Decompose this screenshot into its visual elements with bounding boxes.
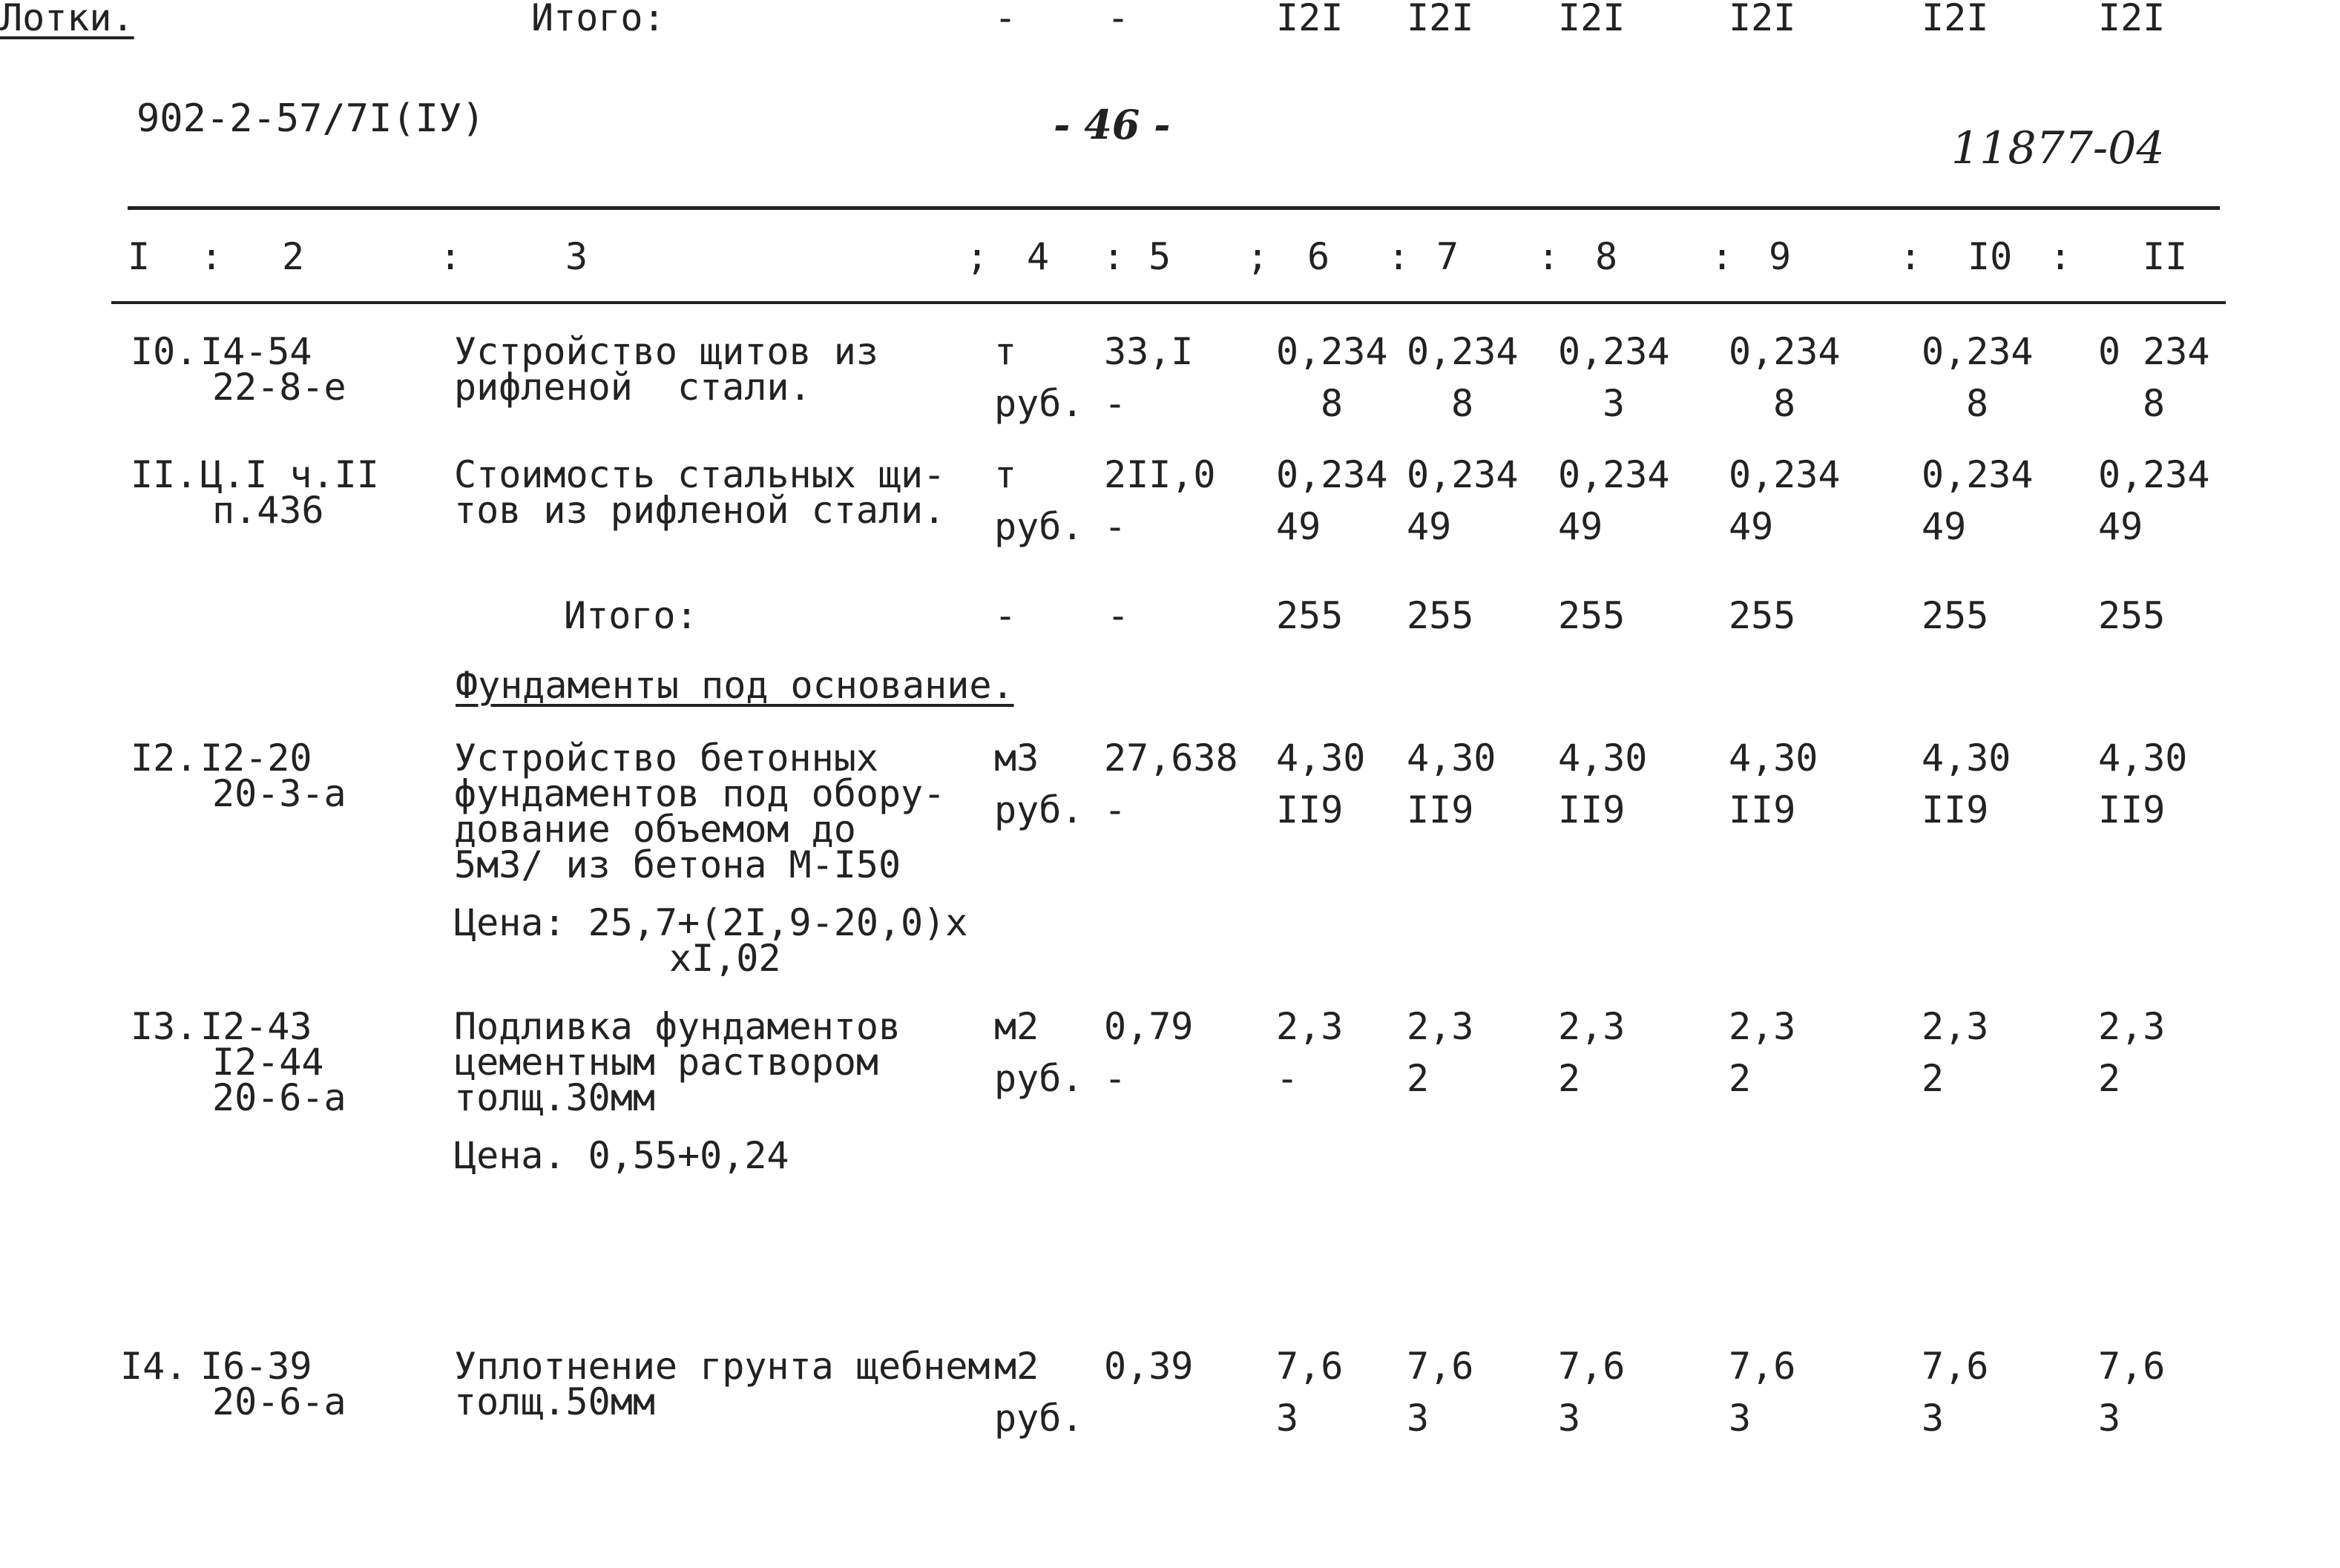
row-description: тов из рифленой стали.	[454, 489, 946, 532]
column-header-7: 7	[1436, 235, 1459, 278]
row-code: 20-6-а	[212, 1076, 346, 1119]
column-header-2: 2	[282, 235, 305, 278]
row-value: II9	[1922, 788, 1989, 831]
column-header-6: 6	[1307, 235, 1330, 278]
total-value: 255	[1558, 594, 1626, 637]
row-unit: т	[994, 330, 1017, 373]
row-value: 0,234	[1558, 330, 1670, 373]
total-value: I2I	[2098, 0, 2166, 39]
column-header-4: 4	[1027, 235, 1050, 278]
row-value: 0,234	[1729, 453, 1841, 496]
row-value: 49	[1407, 505, 1452, 548]
row-value: 3	[1603, 382, 1626, 425]
row-value: 0 234	[2098, 330, 2210, 373]
total-value: 255	[1729, 594, 1796, 637]
column-separator: :	[1102, 235, 1125, 278]
row-value: 8	[1451, 382, 1474, 425]
row-value: II9	[1729, 788, 1796, 831]
column-separator: :	[2049, 235, 2072, 278]
total-value: I2I	[1276, 0, 1344, 39]
column-separator: :	[1537, 235, 1560, 278]
price-note: Цена: 25,7+(2I,9-20,0)х	[454, 901, 968, 944]
row-code: I2-43	[200, 1005, 312, 1048]
row-value: 4,30	[1276, 737, 1366, 780]
total-value: 255	[2098, 594, 2166, 637]
row-value: 0,234	[1729, 330, 1841, 373]
top-rule	[128, 206, 2220, 210]
column-header-9: 9	[1769, 235, 1792, 278]
column-separator: :	[439, 235, 462, 278]
row-unit: м2	[994, 1345, 1039, 1388]
column-separator: :	[1387, 235, 1410, 278]
row-value: 49	[1922, 505, 1967, 548]
row-value: 49	[1276, 505, 1321, 548]
row-value: 3	[1276, 1397, 1299, 1440]
column-header-II: II	[2143, 235, 2188, 278]
row-unit: руб.	[994, 788, 1084, 831]
price-note: Цена. 0,55+0,24	[454, 1134, 789, 1177]
column-header-I: I	[128, 235, 151, 278]
column-separator: ;	[1246, 235, 1269, 278]
row-description: Подливка фундаментов	[454, 1005, 901, 1048]
row-code: Ц.I ч.II	[200, 453, 379, 496]
row-value: 49	[1558, 505, 1603, 548]
row-code: I2-20	[200, 737, 312, 780]
column-separator: ;	[966, 235, 989, 278]
column-separator: :	[1899, 235, 1922, 278]
column-header-3: 3	[565, 235, 588, 278]
total-value: 255	[1922, 594, 1989, 637]
row-unit: руб.	[994, 382, 1084, 425]
column-separator: :	[1711, 235, 1734, 278]
row-number: I3.	[131, 1005, 198, 1048]
row-value: 2	[1407, 1057, 1430, 1100]
row-value: 2,3	[1922, 1005, 1989, 1048]
row-value: 49	[1729, 505, 1774, 548]
row-description: Устройство щитов из	[454, 330, 878, 373]
total-value: 255	[1276, 594, 1344, 637]
row-value: 7,6	[1407, 1345, 1474, 1388]
row-value: 2,3	[1729, 1005, 1796, 1048]
row-value: 2	[2098, 1057, 2121, 1100]
row-value: 0,234	[1407, 453, 1519, 496]
row-unit: руб.	[994, 505, 1084, 548]
row-value: 2	[1922, 1057, 1945, 1100]
row-value: 7,6	[2098, 1345, 2166, 1388]
row-value: -	[1276, 1057, 1299, 1100]
row-quantity: -	[1104, 382, 1127, 425]
row-value: 49	[2098, 505, 2143, 548]
total-value: I2I	[1922, 0, 1989, 39]
row-value: 2	[1729, 1057, 1752, 1100]
row-value: 7,6	[1922, 1345, 1989, 1388]
row-value: 0,234	[1558, 453, 1670, 496]
total-label: Итого:	[564, 594, 698, 637]
row-value: 3	[1729, 1397, 1752, 1440]
row-description: Стоимость стальных щи-	[454, 453, 946, 496]
row-value: II9	[1407, 788, 1474, 831]
section-heading: Фундаменты под основание.	[456, 664, 1014, 707]
row-quantity: 27,638	[1104, 737, 1238, 780]
row-value: II9	[1558, 788, 1626, 831]
total-label: Итого:	[531, 0, 665, 39]
row-value: 4,30	[1407, 737, 1496, 780]
row-value: 0,234	[2098, 453, 2210, 496]
column-separator: :	[200, 235, 223, 278]
row-value: 2,3	[1558, 1005, 1626, 1048]
row-value: 4,30	[1922, 737, 2011, 780]
row-code: 22-8-е	[212, 366, 346, 409]
row-quantity: 33,I	[1104, 330, 1194, 373]
total-value: I2I	[1729, 0, 1796, 39]
row-unit: м2	[994, 1005, 1039, 1048]
row-value: 8	[2143, 382, 2166, 425]
document-code: 902-2-57/7I(IУ)	[137, 96, 485, 141]
row-number: I0.	[131, 330, 198, 373]
row-value: 3	[1922, 1397, 1945, 1440]
row-value: 3	[1407, 1397, 1430, 1440]
row-code: 20-6-а	[212, 1380, 346, 1423]
row-value: 2,3	[1276, 1005, 1344, 1048]
total-col5: -	[1107, 0, 1130, 39]
row-unit: м3	[994, 737, 1039, 780]
row-value: 8	[1966, 382, 1989, 425]
row-quantity: 0,39	[1104, 1345, 1194, 1388]
row-value: 0,234	[1922, 330, 2034, 373]
row-value: 7,6	[1558, 1345, 1626, 1388]
column-header-5: 5	[1148, 235, 1171, 278]
row-unit: руб.	[994, 1397, 1084, 1440]
row-description: Уплотнение грунта щебнем	[454, 1345, 990, 1388]
section-heading: Лотки.	[0, 0, 134, 39]
row-value: 8	[1773, 382, 1796, 425]
row-unit: т	[994, 453, 1017, 496]
row-quantity: 0,79	[1104, 1005, 1194, 1048]
row-value: 2,3	[2098, 1005, 2166, 1048]
row-code: п.436	[212, 489, 324, 532]
row-value: 8	[1321, 382, 1344, 425]
row-description: 5м3/ из бетона М-I50	[454, 843, 901, 886]
row-value: 2	[1558, 1057, 1581, 1100]
row-value: II9	[1276, 788, 1344, 831]
page-number: - 46 -	[1054, 101, 1171, 148]
column-header-I0: I0	[1968, 235, 2013, 278]
column-header-8: 8	[1595, 235, 1618, 278]
row-quantity: -	[1104, 1057, 1127, 1100]
row-description: цементным раствором	[454, 1041, 878, 1084]
total-col4: -	[994, 0, 1017, 39]
price-note: хI,02	[669, 937, 781, 980]
row-quantity: -	[1104, 788, 1127, 831]
row-value: 3	[2098, 1397, 2121, 1440]
row-number: II.	[131, 453, 198, 496]
row-value: II9	[2098, 788, 2166, 831]
total-value: 255	[1407, 594, 1474, 637]
total-value: I2I	[1558, 0, 1626, 39]
row-value: 4,30	[1729, 737, 1818, 780]
row-value: 2,3	[1407, 1005, 1474, 1048]
row-description: толщ.30мм	[454, 1076, 655, 1119]
row-value: 3	[1558, 1397, 1581, 1440]
row-description: дование объемом до	[454, 808, 856, 851]
archive-number: 11877-04	[1951, 122, 2165, 174]
row-unit: руб.	[994, 1057, 1084, 1100]
row-value: 0,234	[1922, 453, 2034, 496]
row-value: 7,6	[1729, 1345, 1796, 1388]
row-description: рифленой стали.	[454, 366, 812, 409]
row-description: фундаментов под обору-	[454, 772, 946, 815]
row-number: I4.	[120, 1345, 188, 1388]
total-col4: -	[994, 594, 1017, 637]
row-code: 20-3-а	[212, 772, 346, 815]
total-value: I2I	[1407, 0, 1474, 39]
row-description: толщ.50мм	[454, 1380, 655, 1423]
row-value: 4,30	[2098, 737, 2188, 780]
row-code: I6-39	[200, 1345, 312, 1388]
row-value: 4,30	[1558, 737, 1648, 780]
header-rule	[111, 301, 2226, 304]
row-value: 0,234	[1407, 330, 1519, 373]
row-quantity: 2II,0	[1104, 453, 1216, 496]
row-code: I4-54	[200, 330, 312, 373]
row-value: 0,234	[1276, 330, 1388, 373]
row-code: I2-44	[212, 1041, 324, 1084]
row-quantity: -	[1104, 505, 1127, 548]
row-value: 0,234	[1276, 453, 1388, 496]
row-value: 7,6	[1276, 1345, 1344, 1388]
total-col5: -	[1107, 594, 1130, 637]
row-number: I2.	[131, 737, 198, 780]
row-description: Устройство бетонных	[454, 737, 878, 780]
